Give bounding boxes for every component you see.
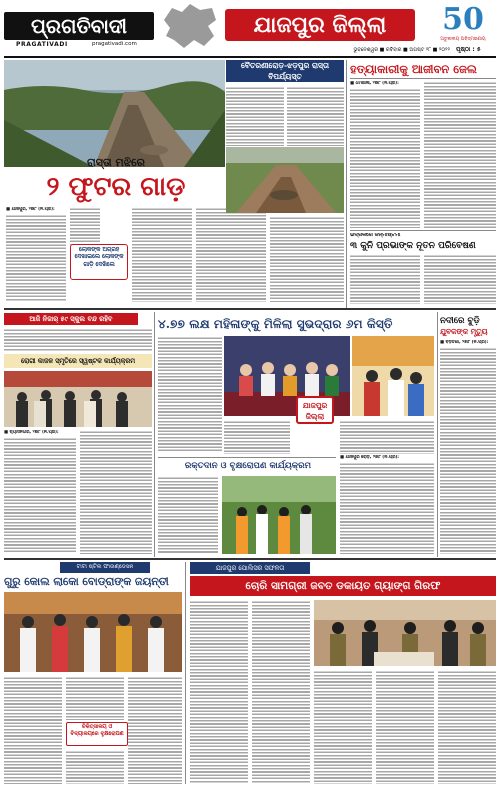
bottom-left-kicker: ଟାଟା ଷ୍ଟିଲ ଫାଉଣ୍ଡେସନ <box>76 564 134 570</box>
bottom-main-text-3 <box>314 670 372 784</box>
top-story-headline: ୨ ଫୁଟର ଗାଡ଼ <box>46 172 186 202</box>
bottom-main-text-1 <box>190 600 248 784</box>
bottom-left-text-1 <box>4 676 62 784</box>
dateline-middle-main: ■ ଯାଜପୁର ରୋଡ଼, ୨୭ା୮ (ନି.ପ୍ର): <box>340 455 400 460</box>
quote-text: ଲୋକଙ୍କ ଅଗ୍ରହ ଦେଖାଇଲେ ଲୋକଙ୍କ ଗାଡ଼ି ଦେଖିଲେ <box>74 247 124 268</box>
dateline-right-top: ■ ଧର୍ମଶାଳା, ୨୭ା୮ (ନି.ପ୍ର): <box>350 81 399 86</box>
bottom-main-text-2 <box>252 600 310 784</box>
section-rule-1 <box>4 308 496 310</box>
jayanti-photo <box>4 592 182 672</box>
middle-sub-rule <box>158 457 336 458</box>
middle-main-text-1 <box>158 336 222 452</box>
district-map-icon <box>160 2 220 50</box>
right-text-col-3 <box>350 254 420 304</box>
top-story-sub-kicker: ରାସ୍ତା ମଝିରେ <box>86 156 146 169</box>
anniversary-logo <box>430 4 496 46</box>
date-line: ଭୁବନେଶ୍ୱର ■ ରବିବାର ■ ଅଗଷ୍ଟ ୨୮ ■ ୨୦୨୨ <box>353 47 450 53</box>
story-text-col-2 <box>70 207 100 245</box>
middle-sub-headline: ରକ୍ତଦାନ ଓ ବୃକ୍ଷରୋପଣ କାର୍ଯ୍ୟକ୍ରମ <box>184 461 312 471</box>
road-photo-2 <box>226 147 344 213</box>
masthead-rule <box>4 56 496 58</box>
story-text-col-7 <box>270 216 344 302</box>
col-divider-mid-1 <box>154 312 155 557</box>
story-text-col-6 <box>287 86 344 146</box>
district-title: ଯାଜପୁର ଜିଲ୍ଲା <box>253 12 387 38</box>
right-second-headline: ୩ କୁନି ପ୍ରଭାଙ୍କ ନୂତନ ପରିବେଷଣ <box>350 241 476 251</box>
middle-headline-band <box>4 354 152 368</box>
photo-tag-text: ଯାଜପୁର ଜିଲ୍ଲା <box>302 401 328 421</box>
anniversary-number: 50 <box>442 2 484 37</box>
anniversary-caption: ଅତୁଲନୀୟ ଅବିସ୍ମରଣୀୟ <box>440 37 486 42</box>
page-label: ପୃଷ୍ଠା : ୫ <box>456 46 481 53</box>
right-second-kicker: ଭଦ୍ରକରେ ଜନ୍ମାଷ୍ଟମୀ <box>350 233 401 238</box>
bottom-main-headline-band <box>190 576 496 596</box>
middle-main-text-2 <box>224 420 290 454</box>
bottom-left-text-4 <box>128 676 182 784</box>
middle-main-headline: ୪.୭୭ ଲକ୍ଷ ମହିଳାଙ୍କୁ ମିଳିଲା ସୁଭଦ୍ରାର ୬ମ କିସ୍ତି <box>158 317 393 331</box>
middle-sub-text <box>158 476 218 554</box>
bottom-left-text-2 <box>66 676 124 720</box>
plantation-photo <box>222 476 336 554</box>
middle-right-text-main <box>340 462 434 554</box>
right-top-headline: ହତ୍ୟାକାରୀକୁ ଆଜୀବନ ଜେଲ <box>350 62 477 76</box>
bottom-left-headline: ଗୁରୁ କୋଲ ଲାକୋ ବୋଡ୍ରାଙ୍କ ଜୟନ୍ତୀ <box>4 575 169 588</box>
middle-right-headline: ଯୁବକଙ୍କ ମୃତ୍ୟୁ <box>440 327 488 336</box>
quote-box <box>70 244 128 280</box>
district-title-band <box>225 9 415 41</box>
ceremony-photo <box>352 336 434 416</box>
top-story-kicker-band <box>226 60 344 82</box>
masthead <box>0 0 500 62</box>
bottom-main-headline: ଚୋରି ସାମଗ୍ରୀ ଜବତ ଡକାୟତ ଗ୍ୟାଙ୍ଗ ଗିରଫ <box>245 580 441 592</box>
middle-headline: ରୋଗୀ କାଜଳ ସ୍ମୃତିରେ ସ୍ୱଷ୍ଟକ କାର୍ଯ୍ୟକ୍ରମ <box>20 357 136 365</box>
story-text-col-3 <box>132 207 192 302</box>
middle-right-text <box>440 347 496 554</box>
col-divider-mid-2 <box>437 312 438 557</box>
story-text-col-1 <box>6 214 66 302</box>
col-divider-bottom <box>185 562 186 784</box>
story-text-col-5 <box>226 86 284 146</box>
website-label: pragativadi.com <box>92 41 137 47</box>
dateline-middle-right: ■ ବଡ଼ଚଣା, ୨୭ା୮ (ନି.ପ୍ର): <box>440 340 489 345</box>
right-top-rule <box>350 78 496 79</box>
photo-tag <box>296 396 334 424</box>
bottom-main-kicker: ଯାଜପୁର ପୋଲିସର ସଫଳତା <box>215 564 285 572</box>
right-text-col-4 <box>424 254 496 304</box>
logo-subtitle: PRAGATIVADI <box>16 41 68 48</box>
middle-main-text-3 <box>340 420 434 454</box>
story-text-col-4 <box>196 207 266 302</box>
bottom-box-title: ଚିକିତ୍ସାଳୟ ଓ ବିଦ୍ୟାଳୟରେ ବୃକ୍ଷରୋପଣ <box>70 724 124 737</box>
right-mid-rule <box>350 230 496 231</box>
right-text-col-2 <box>424 81 496 228</box>
bottom-left-kicker-band <box>60 562 150 573</box>
masthead-logo <box>4 12 154 40</box>
road-photo <box>4 60 225 167</box>
right-text-col-1 <box>350 88 420 228</box>
logo-text: ପ୍ରଗତିବାଦୀ <box>30 14 128 38</box>
bottom-main-kicker-band <box>190 562 310 574</box>
dateline-top-left: ■ ଯାଜପୁର, ୨୭ା୮ (ନି.ପ୍ର): <box>6 207 55 212</box>
bottom-main-text-4 <box>376 670 434 784</box>
col-divider-top <box>346 60 347 310</box>
top-story-kicker: ବୈତରଣୀରୋଡ଼-ଝଡ଼ପୁର ରାସ୍ତା ବିପର୍ଯ୍ୟସ୍ତ <box>240 61 330 81</box>
middle-right-kicker: ନଦୀରେ ବୁଡ଼ି <box>440 316 480 326</box>
bottom-box <box>66 722 128 746</box>
middle-text-col-1 <box>4 437 76 554</box>
middle-intro-text <box>4 328 152 352</box>
middle-kicker: ଆଜି ନିଜାର୍‌ ୫୯ ସ୍କୁଲ ବନ୍ଦ ରହିବ <box>29 315 113 323</box>
section-rule-2 <box>4 558 496 560</box>
dateline-middle-left: ■ ବ୍ୟାସନଗର, ୨୭ା୮ (ନି.ପ୍ର): <box>4 430 59 435</box>
bottom-left-text-3 <box>66 750 124 784</box>
police-photo <box>314 600 496 666</box>
middle-text-col-2 <box>80 430 152 554</box>
bottom-main-text-5 <box>438 670 496 784</box>
event-photo-left <box>4 371 152 427</box>
middle-kicker-band <box>4 313 138 325</box>
